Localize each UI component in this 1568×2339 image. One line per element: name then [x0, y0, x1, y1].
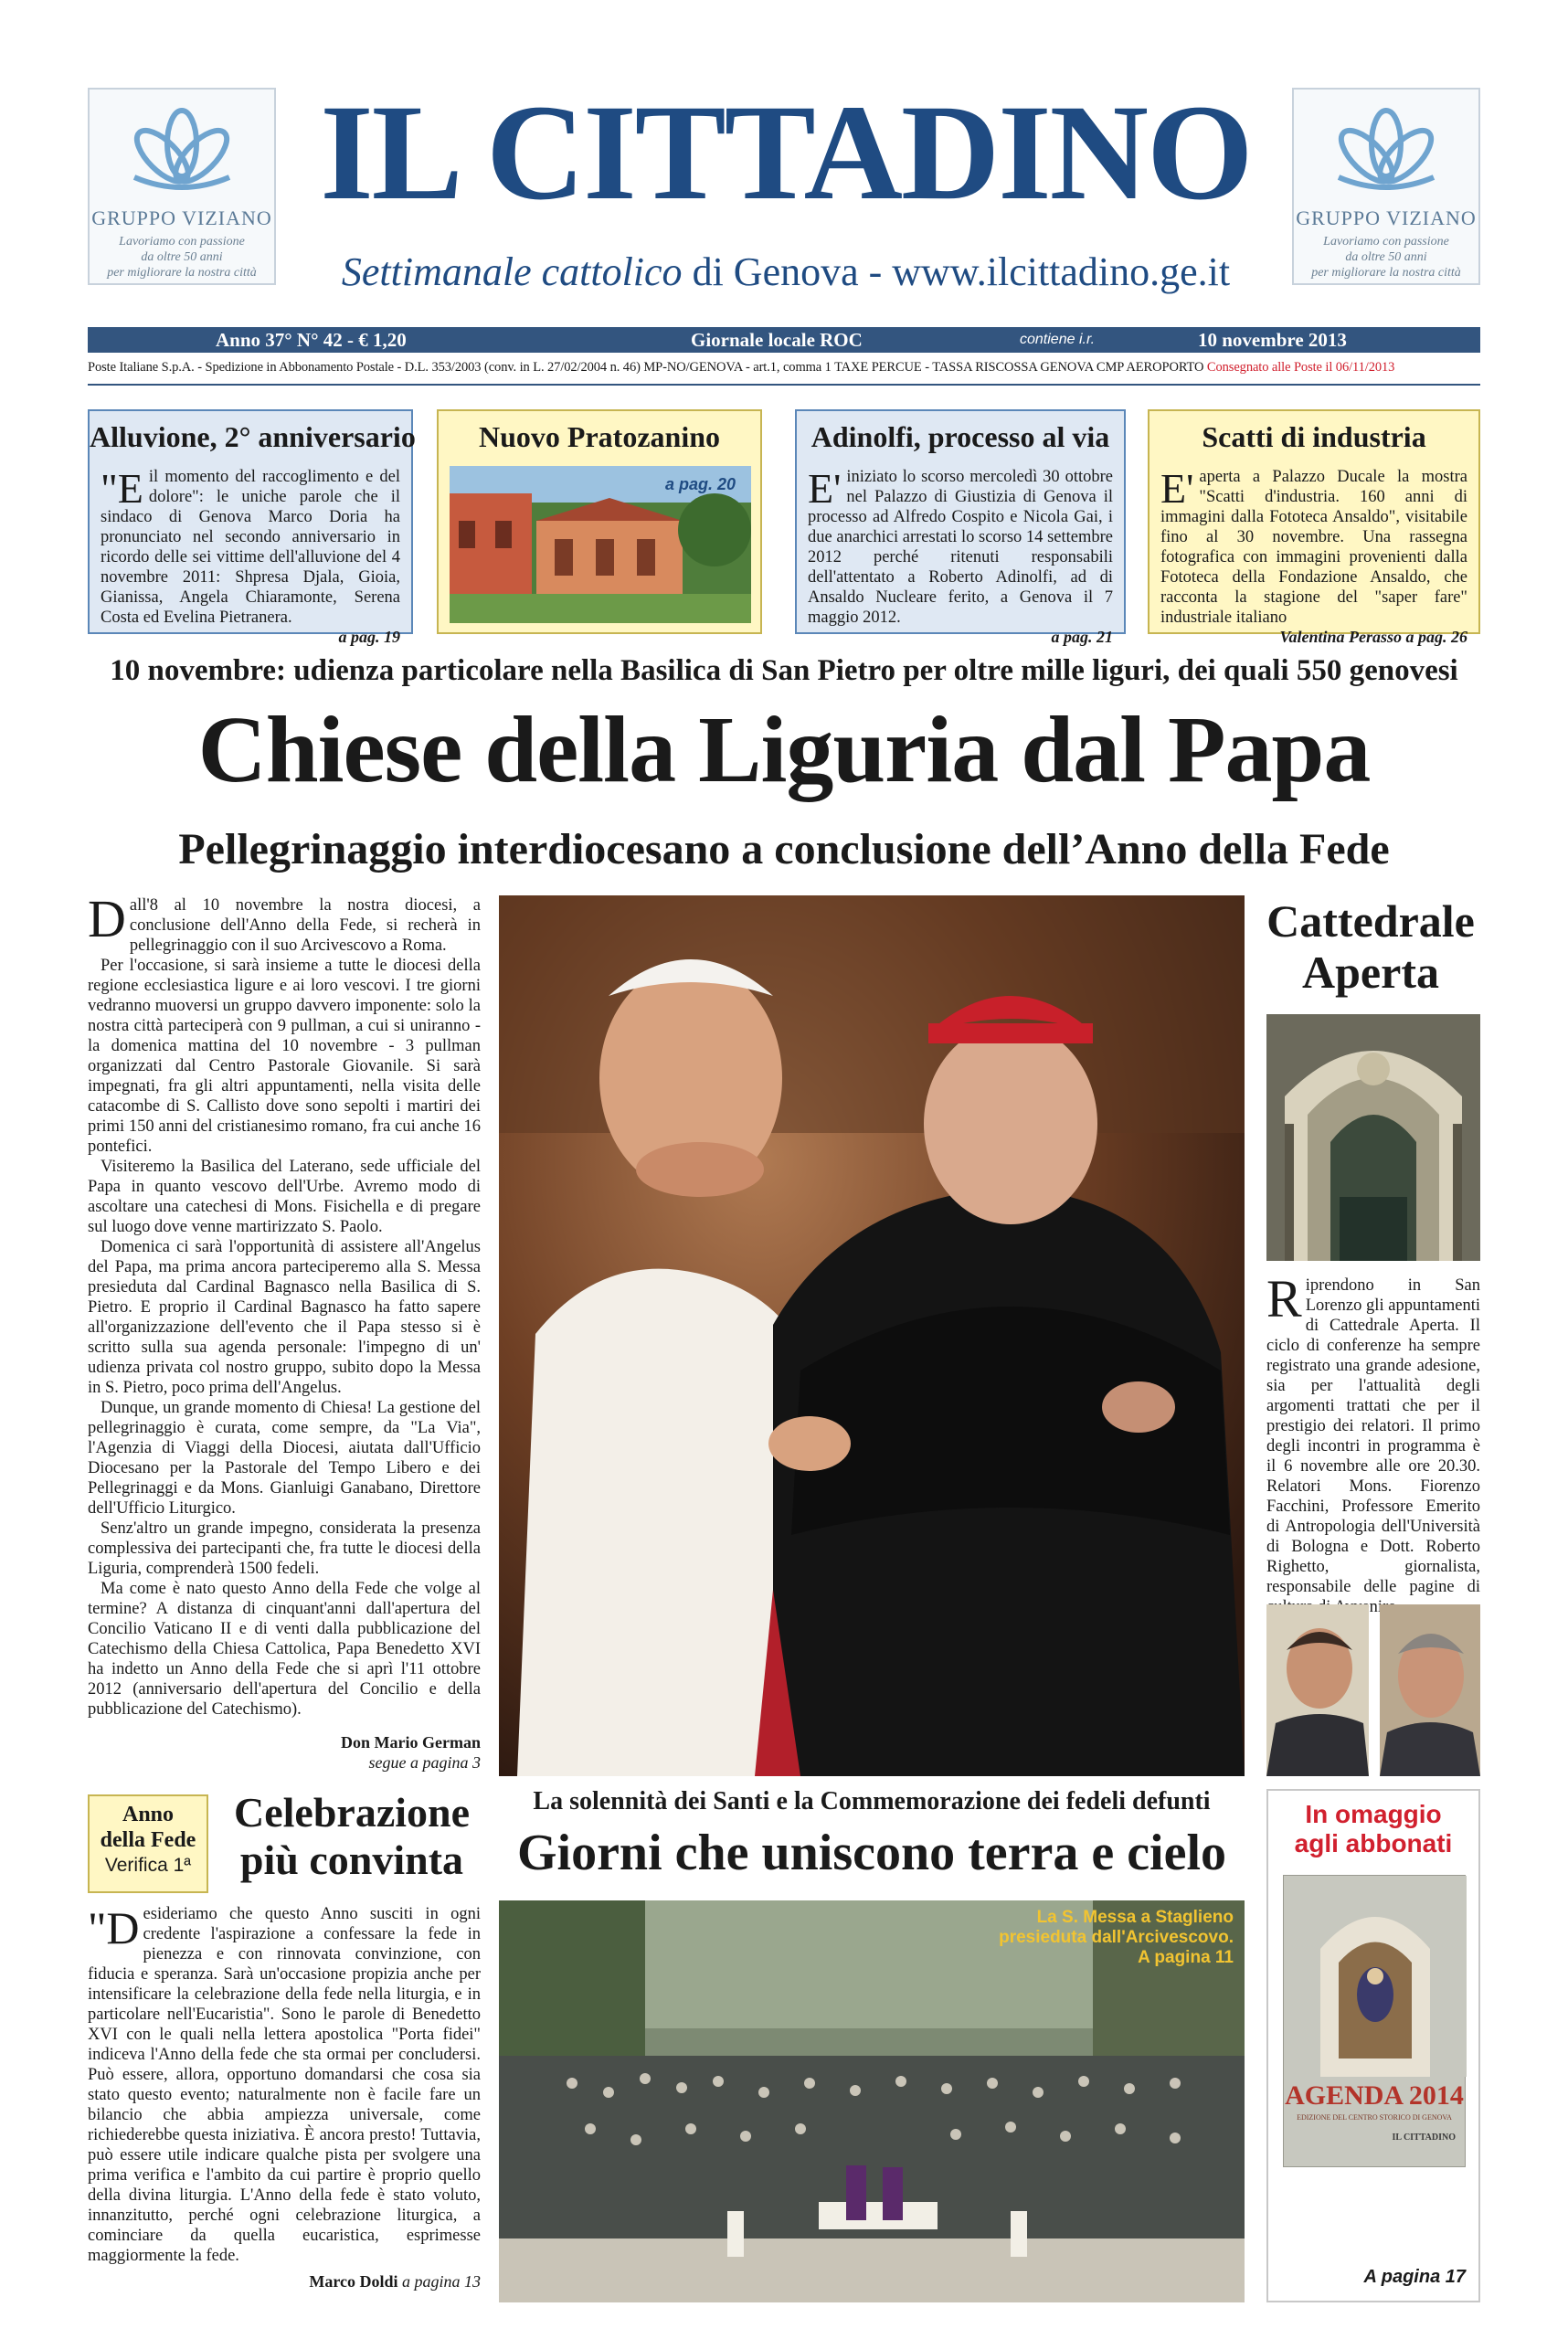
teaser-title: Nuovo Pratozanino: [479, 420, 720, 453]
santi-kicker: La solennità dei Santi e la Commemorazione dei fedeli defunti: [533, 1787, 1211, 1815]
sponsor-right: [1292, 88, 1480, 285]
teaser-scatti[interactable]: [1148, 409, 1480, 646]
issue-bar: [88, 327, 1480, 353]
anno-fede-title: Celebrazione più convinta: [233, 1789, 471, 1883]
teaser-body: "E il momento del raccoglimento e del dolore": le uniche parole che il sindaco di Genova Marco Doria ha pronunciato nel secondo anniversario in ricordo delle sei vittime dell'alluvione del 4 novembre 2011: Shpresa Djala, Gioia, Gianissa, Angela Chiaramonte, Serena Costa ed Evelina Pietranera.: [101, 465, 400, 627]
issue-date: 10 novembre 2013: [1198, 329, 1347, 351]
cattedrale-title: Cattedrale Aperta: [1266, 895, 1475, 998]
anno-fede-article: "Desideriamo che questo Anno susciti in ogni credente l'aspirazione a confessare la fede in pienezza e con rinnovata convinzione, con fiducia e speranza. Sarà un'occasione propizia anche per intensificare la celebrazione della fede nella liturgia, e in particolare nell'Eucaristia". Sono le parole di Benedetto XVI con le quali nella lettera apostolica "Porta fidei" indiceva l'Anno della fede che sta ormai per concludersi. Può essere, allora, opportuno domandarsi che cosa sia stato questo evento; naturalmente non è facile fare un bilancio che abbia ampiezza universale, come richiederebbe questa iniziativa. È ancora presto! Tuttavia, può essere utile indicare qualche pista per svolgere una prima verifica e l'ambito da cui partire è proprio quello della divina liturgia. L'Anno della fede è stato voluto, innanzitutto, perché ogni celebrazione liturgica, a cominciare da quella eucaristica, esprimesse maggiormente la fede. Marco Doldi a pagina 13: [88, 1902, 481, 2291]
drop-cap: D: [88, 889, 126, 948]
omaggio-box[interactable]: [1266, 1789, 1480, 2302]
lead-headline: Chiese della Liguria dal Papa: [197, 697, 1371, 802]
teaser-page-ref: a pag. 19: [338, 628, 400, 646]
sponsor-left: [88, 88, 276, 285]
anno-fede-tag: Anno della Fede Verifica 1ª: [88, 1794, 208, 1893]
agenda-cover-brand: IL CITTADINO: [1392, 2133, 1456, 2143]
sponsor-name: GRUPPO VIZIANO: [91, 206, 272, 229]
drop-cap: "D: [88, 1902, 140, 1953]
staglieno-caption: La S. Messa a Staglieno presieduta dall'Arcivescovo. A pagina 11: [999, 1908, 1234, 1967]
lotus-logo-icon: [1331, 102, 1441, 203]
teaser-alluvione[interactable]: [88, 409, 416, 646]
agenda-cover: [1283, 1875, 1466, 2167]
lead-subhead: Pellegrinaggio interdiocesano a conclusione dell’Anno della Fede: [178, 825, 1390, 873]
lead-kicker: 10 novembre: udienza particolare nella Basilica di San Pietro per oltre mille liguri, dei quali 550 genovesi: [110, 654, 1458, 687]
santi-headline: Giorni che uniscono terra e cielo: [516, 1825, 1227, 1881]
sponsor-tagline: Lavoriamo con passione da oltre 50 anni per migliorare la nostra città: [107, 235, 257, 280]
teaser-body: E' aperta a Palazzo Ducale la mostra "Scatti d'industria. 160 anni di immagini dalla Fototeca Ansaldo", visitabile fino al 30 novembre. Una rassegna fotografica con immagini provenienti dalla Fototeca della Fondazione Ansaldo, che racconta la stagione del "saper fare" industriale italiano: [1160, 465, 1467, 627]
omaggio-page-ref: A pagina 17: [1363, 2267, 1466, 2287]
teaser-pratozanino[interactable]: [437, 409, 762, 634]
teaser-title: Adinolfi, processo al via: [810, 420, 1110, 453]
pope-cardinal-photo: [499, 895, 1245, 1776]
roc-label: Giornale locale ROC: [691, 329, 863, 351]
teaser-adinolfi[interactable]: [795, 409, 1126, 646]
sponsor-name: GRUPPO VIZIANO: [1296, 206, 1477, 229]
masthead-subtitle: Settimanale cattolico di Genova - www.ilcittadino.ge.it: [341, 249, 1231, 294]
agenda-cover-title: AGENDA 2014: [1285, 2080, 1464, 2111]
teaser-page-ref: a pag. 20: [665, 475, 736, 493]
postal-line: Poste Italiane S.p.A. - Spedizione in Abbonamento Postale - D.L. 353/2003 (conv. in L. 27/02/2004 n. 46) MP-NO/GENOVA - art.1, comma 1 TAXE PERCUE - TASSA RISCOSSA GENOVA CMP AEROPORTO Consegnato alle Poste il 06/11/2013: [88, 360, 1395, 375]
contains-label: contiene i.r.: [1020, 332, 1096, 347]
issue-number: Anno 37° N° 42 - € 1,20: [216, 329, 407, 351]
masthead-title: IL CITTADINO: [320, 77, 1252, 228]
anno-fede-byline: Marco Doldi a pagina 13: [309, 2272, 481, 2291]
teaser-title: Scatti di industria: [1202, 420, 1426, 453]
shrine-image-icon: [1284, 1876, 1467, 2077]
header-rule: [88, 384, 1480, 386]
speaker-facchini-photo: [1266, 1604, 1369, 1776]
agenda-cover-subtitle: EDIZIONE DEL CENTRO STORICO DI GENOVA: [1297, 2113, 1452, 2122]
cattedrale-portal-photo: [1266, 1014, 1480, 1261]
lead-continued: segue a pagina 3: [368, 1753, 481, 1772]
teaser-page-ref: Valentina Perasso a pag. 26: [1279, 628, 1467, 646]
lotus-logo-icon: [127, 102, 237, 203]
teaser-title: Alluvione, 2° anniversario: [90, 420, 416, 453]
teaser-body: E' iniziato lo scorso mercoledì 30 ottobre nel Palazzo di Giustizia di Genova il processo ad Alfredo Cospito e Nicola Gai, i due anarchici arrestati lo scorso 14 settembre 2012 perché ritenuti responsabili dell'attentato a Roberto Adinolfi, ad di Ansaldo Nucleare ferito, a Genova il 7 maggio 2012.: [808, 465, 1113, 627]
teaser-page-ref: a pag. 21: [1051, 628, 1113, 646]
cattedrale-article: Riprendono in San Lorenzo gli appuntamenti di Cattedrale Aperta. Il ciclo di conferenze ha sempre registrato una grande adesione, sia per l'attualità degli argomenti trattati che per il prestigio dei relatori. Il primo degli incontri in programma è il 6 novembre alle ore 20.30. Relatori Mons. Fiorenzo Facchini, Professore Emerito di Antropologia dell'Università di Bologna e Dott. Roberto Righetto, giornalista, responsabile delle pagine di: [1266, 1275, 1480, 1637]
drop-cap: R: [1266, 1269, 1302, 1328]
lead-byline: Don Mario German: [341, 1733, 481, 1752]
speaker-righetto-photo: [1380, 1604, 1480, 1776]
sponsor-tagline: Lavoriamo con passione da oltre 50 anni per migliorare la nostra città: [1311, 235, 1461, 280]
omaggio-title: In omaggio agli abbonati: [1294, 1800, 1453, 1857]
lead-article: Dall'8 al 10 novembre la nostra diocesi, a conclusione dell'Anno della Fede, si recherà in pellegrinaggio con il suo Arcivescovo a Roma. Per l'occasione, si sarà insieme a tutte le diocesi della regione ecclesiastica ligure e ai loro vescovi. I tre giorni vedranno muoversi un gruppo davvero imponente: solo la nostra città parteciperà con 9 pullman, a cui si uniranno - la domenica mattina del 10 novembre - 3 pullman organizzati dal Centro Pastorale Giovanile. Si sarà impegnati, fra gli altri appuntamenti, nella visita delle catacombe di S. Callisto dove sono sepolti i martiri dei primi 150 anni del cristianesimo romano, fra cui anche 16 pontefici. Visiteremo la Basilica del Laterano, sede ufficiale del Papa in quanto vescovo dell'Urbe. Avremo modo di ascoltare una catechesi di Mons. Fisichella e di pregare sul luogo dove venne martirizzato S. Paolo. Domenica ci sarà l'opportunità di assistere all'Angelus del Papa, ma prima ancora parteciperemo alla S. Messa presieduta dal Cardinal Bagnasco nella Basilica di S. Pietro. E proprio il Cardinal Bagnasco ha fatto sapere all'organizzazione dell'evento che il Papa stesso si è scritto sulla sua agenda personale: l'impegno di un' udienza privata col nostro gruppo, subito dopo la Messa in S. Pietro, poco prima dell'Angelus. Dunque, un grande momento di Chiesa! La gestione del pellegrinaggio è curata, come sempre, da "La Via", l'Agenzia di Viaggi della Diocesi, aiutata dall'Ufficio Diocesano per la Pastorale del Tempo Libero e dei Pellegrinaggi e da Mons. Gianluigi Ganabano, Direttore dell'Ufficio Liturgico. Senz'altro un grande impegno, considerata la presenza complessiva dei partecipanti che, fra tutte le diocesi della Liguria, comprenderà 1500 fedeli. Ma come è nato questo Anno della Fede che volge al termine? A distanza di cinquant'anni dall'apertura del Concilio Vaticano II e di venti dalla pubblicazione del Catechismo della Chiesa Cattolica, Papa Benedetto XVI ha indetto un Anno della Fede che si aprì l'11 ottobre 2012 (anniversario dell'apertura del Concilio e della pubblicazione del Catechismo). Don Mario German segue a pagina 3: [88, 889, 481, 1772]
